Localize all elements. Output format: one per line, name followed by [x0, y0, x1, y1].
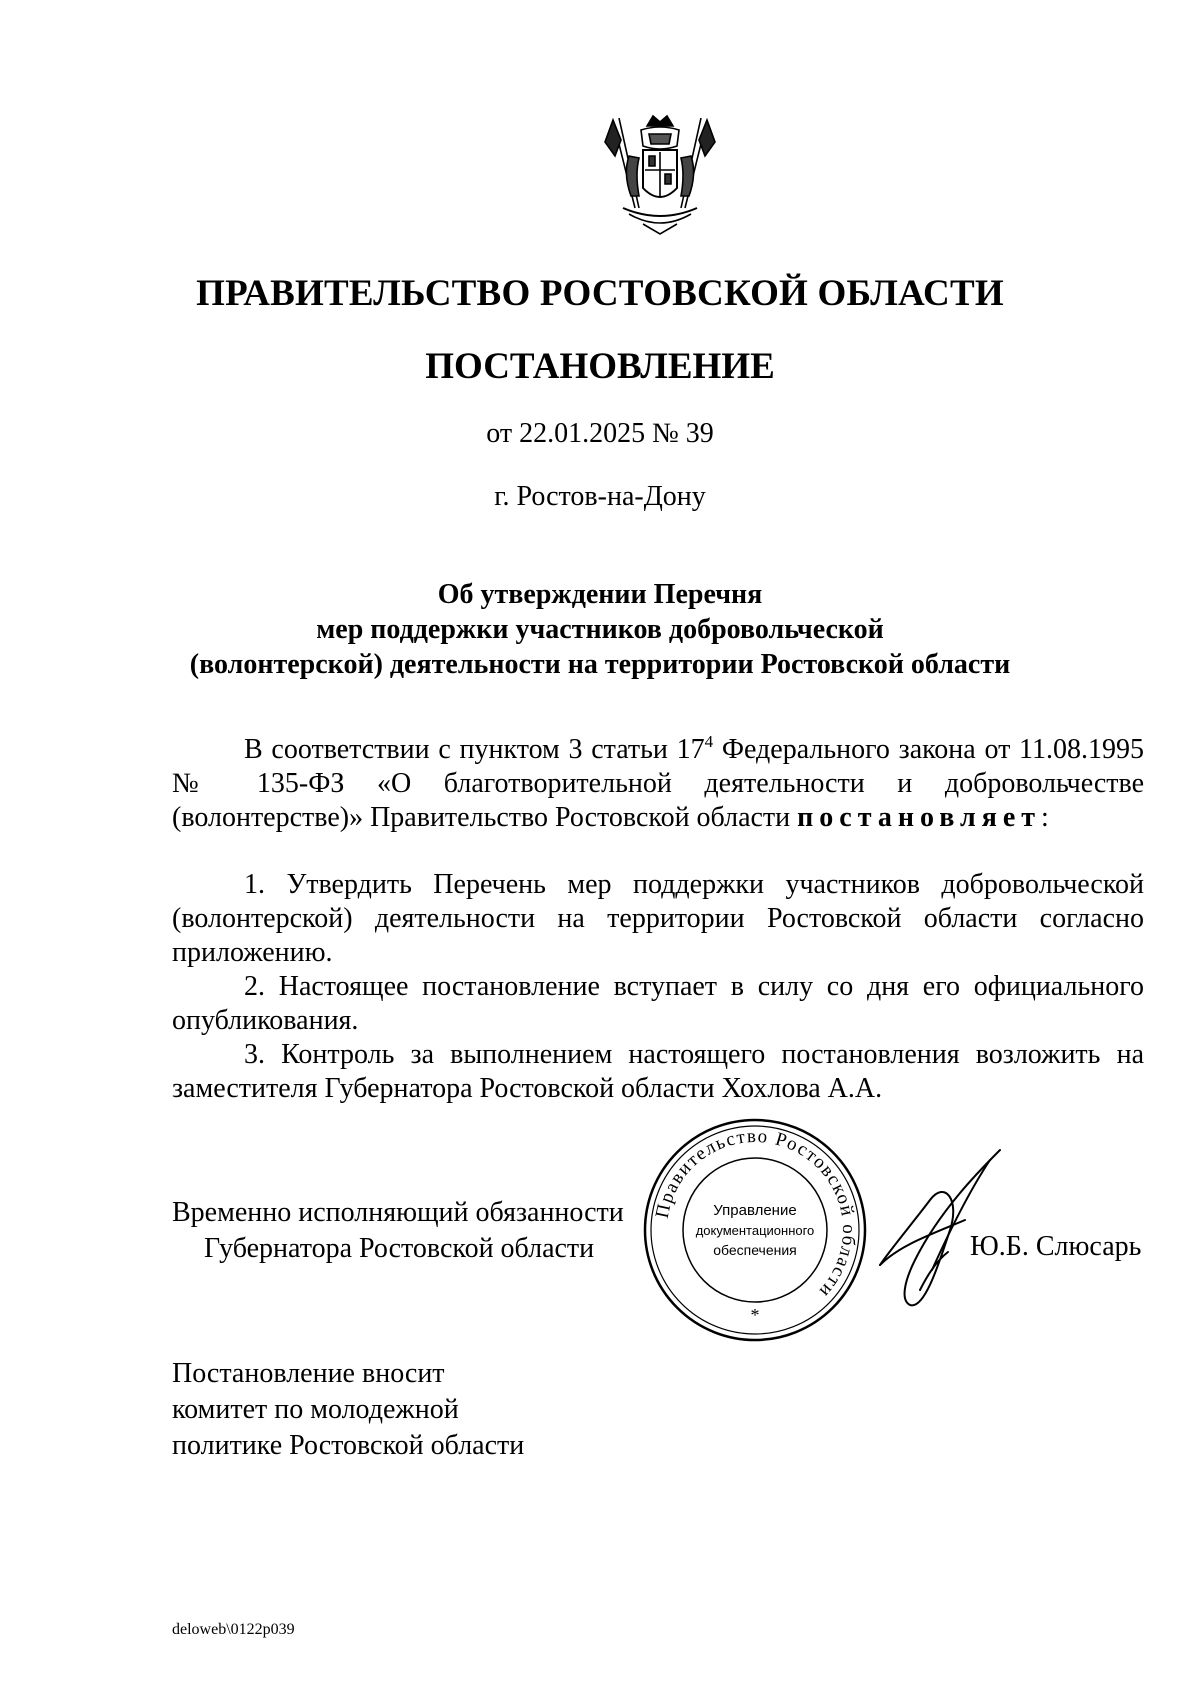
- preamble-paragraph: [172, 733, 1144, 835]
- svg-text:*: *: [750, 1305, 760, 1325]
- handwritten-signature-icon: [870, 1140, 1010, 1315]
- subject-line: (волонтерской) деятельности на территории Ростовской области: [189, 649, 1011, 680]
- decree-item: 1. Утвердить Перечень мер поддержки участников добровольческой (волонтерской) деятельности на территории Ростовской области согласно приложению.: [172, 869, 1144, 968]
- preamble-text: В соответствии с пунктом 3 статьи 17: [244, 734, 705, 765]
- introduced-by-line: комитет по молодежной: [172, 1394, 459, 1425]
- preamble-text: Федерального закона от 11.08.1995 № 135-ФЗ «О благотворительной деятельности и добровольчестве (волонтерстве)» Правительство Ростовской области: [172, 734, 1144, 833]
- position-line: Губернатора Ростовской области: [204, 1233, 595, 1264]
- document-subject: [0, 577, 1200, 682]
- article-superscript: 4: [704, 732, 714, 751]
- document-city: г. Ростов-на-Дону: [494, 481, 706, 512]
- position-line: Временно исполняющий обязанности: [172, 1197, 624, 1228]
- document-date-number: от 22.01.2025 № 39: [486, 418, 714, 449]
- government-title: ПРАВИТЕЛЬСТВО РОСТОВСКОЙ ОБЛАСТИ: [196, 273, 1004, 314]
- seal-ring-text: Правительство Ростовской области: [651, 1125, 860, 1303]
- seal-center-line: Управление: [713, 1202, 797, 1219]
- seal-center-line: документационного: [695, 1223, 815, 1238]
- official-seal-icon: [640, 1115, 870, 1345]
- introduced-by-line: политике Ростовской области: [172, 1430, 525, 1461]
- seal-center-line: обеспечения: [713, 1242, 797, 1258]
- coat-of-arms-icon: [603, 112, 717, 236]
- subject-line: мер поддержки участников добровольческой: [316, 614, 884, 645]
- introduced-by-line: Постановление вносит: [172, 1358, 445, 1389]
- document-footer-code: deloweb\0122p039: [172, 1621, 295, 1638]
- signatory-name: Ю.Б. Слюсарь: [970, 1231, 1142, 1262]
- decree-word: постановляет: [797, 802, 1042, 833]
- signatory-position: [172, 1195, 624, 1267]
- document-type-title: ПОСТАНОВЛЕНИЕ: [425, 346, 775, 387]
- decree-item: 2. Настоящее постановление вступает в силу со дня его официального опубликования.: [172, 971, 1144, 1036]
- preamble-tail: :: [1041, 802, 1049, 833]
- decree-items: [172, 868, 1144, 1106]
- introduced-by-block: [172, 1356, 524, 1464]
- subject-line: Об утверждении Перечня: [437, 579, 763, 610]
- decree-item: 3. Контроль за выполнением настоящего постановления возложить на заместителя Губернатора Ростовской области Хохлова А.А.: [172, 1039, 1144, 1104]
